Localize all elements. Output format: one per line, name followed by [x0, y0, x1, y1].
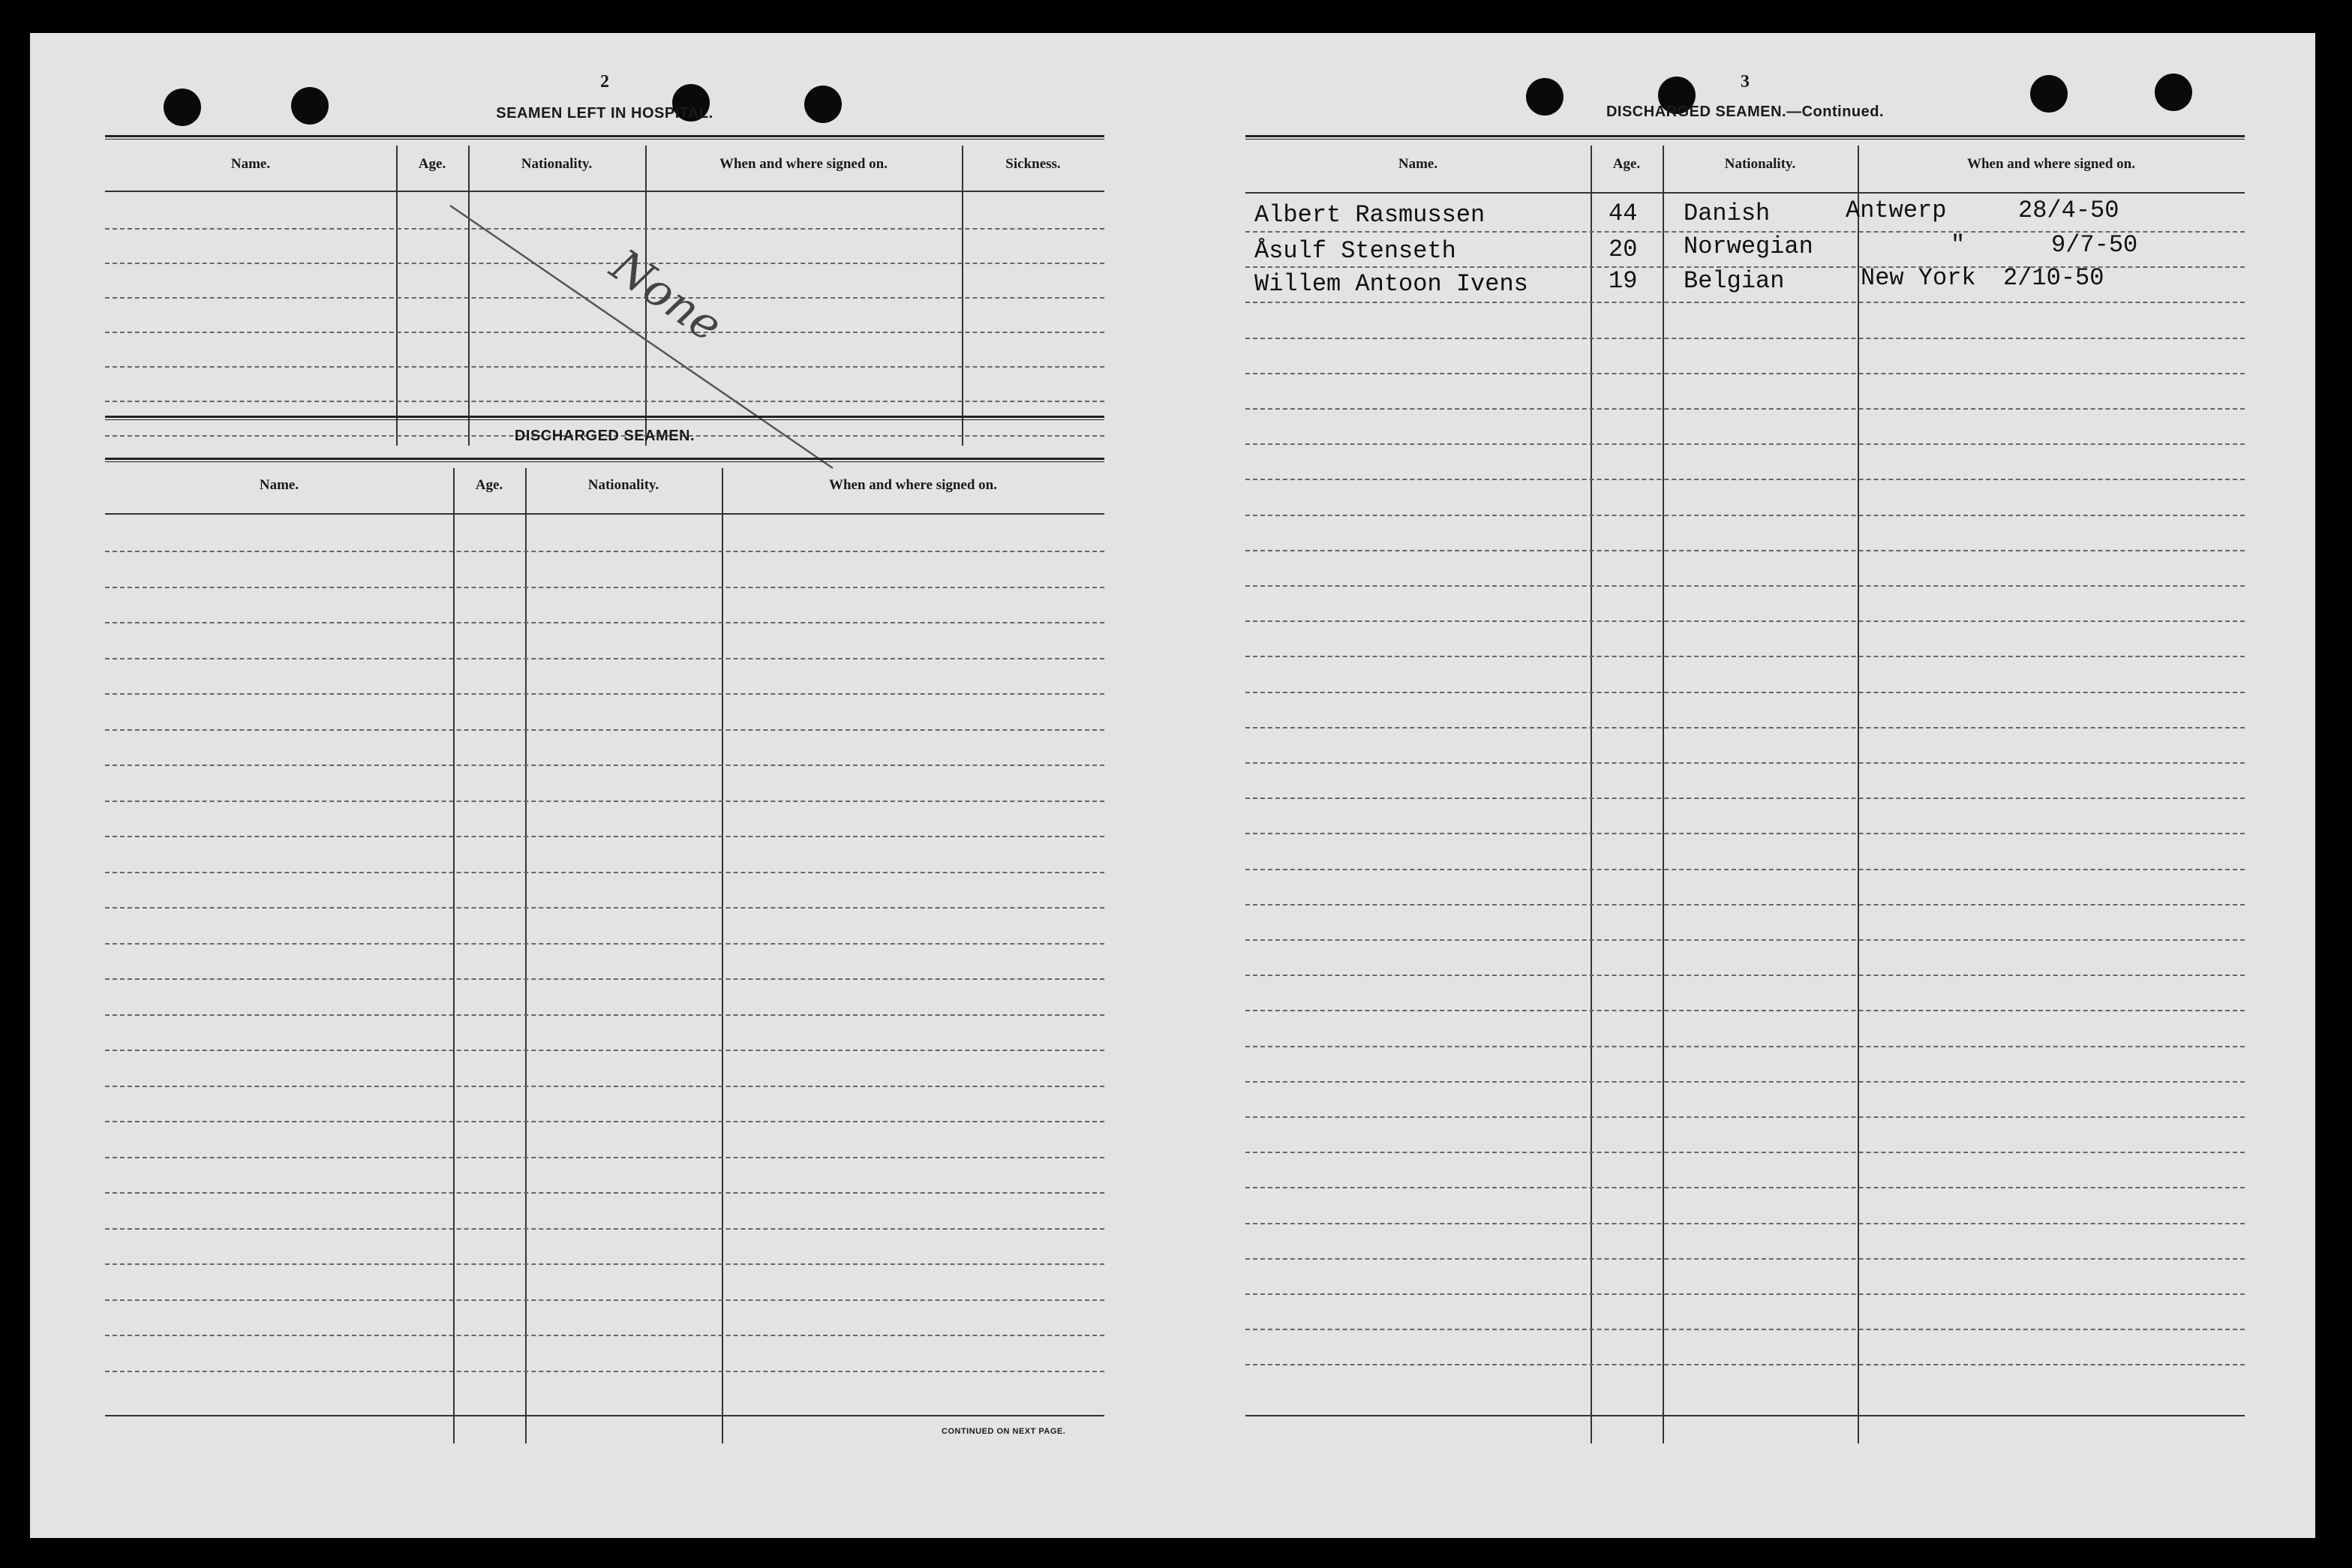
- table-row: [1245, 1152, 2245, 1153]
- col-head-name: Name.: [230, 156, 271, 172]
- table-row: [1245, 939, 2245, 941]
- table-row: [105, 693, 1104, 695]
- seaman-name: Åsulf Stenseth: [1254, 237, 1456, 265]
- col-head-signed-on: When and where signed on.: [828, 477, 997, 493]
- table-row: [105, 801, 1104, 802]
- col-head-sickness: Sickness.: [1005, 156, 1061, 172]
- table-row: [105, 551, 1104, 552]
- discharged-continued-title: DISCHARGED SEAMEN.—Continued.: [1606, 104, 1885, 120]
- signed-on-date: 2/10-50: [2003, 264, 2104, 292]
- table-row: [105, 622, 1104, 623]
- col-head-age: Age.: [1612, 156, 1641, 172]
- signed-on-place: Antwerp: [1846, 197, 1947, 224]
- col-head-name: Name.: [1398, 156, 1438, 172]
- rule: [105, 513, 1104, 515]
- seaman-age: 20: [1609, 236, 1638, 263]
- discharged-section-title: DISCHARGED SEAMEN.: [514, 428, 695, 444]
- handwritten-none-text: None: [601, 239, 731, 353]
- table-row: [105, 1263, 1104, 1265]
- table-row: [105, 1299, 1104, 1301]
- page-number: 3: [1741, 72, 1750, 92]
- table-row: [1245, 1010, 2245, 1011]
- table-row: [1245, 515, 2245, 516]
- table-row: [105, 1157, 1104, 1158]
- table-row: [1245, 1329, 2245, 1330]
- table-row: [1245, 1293, 2245, 1295]
- seaman-age: 44: [1609, 200, 1638, 227]
- table-row: [105, 978, 1104, 980]
- column-divider: [1858, 146, 1859, 1443]
- table-row: [105, 1228, 1104, 1230]
- col-head-name: Name.: [259, 477, 299, 493]
- seaman-nationality: Danish: [1684, 200, 1771, 227]
- column-divider: [453, 468, 455, 1443]
- document-sheet: [30, 33, 2315, 1538]
- rule: [1245, 135, 2245, 140]
- left-page: [105, 33, 1104, 1503]
- table-row: [1245, 1081, 2245, 1083]
- table-row: [1245, 373, 2245, 374]
- signed-on-place: ": [1951, 231, 1966, 259]
- rule: [105, 1415, 1104, 1416]
- seaman-age: 19: [1609, 267, 1638, 295]
- table-row: [105, 836, 1104, 837]
- table-row: [105, 907, 1104, 909]
- table-row: [1245, 408, 2245, 410]
- rule: [1245, 1415, 2245, 1416]
- table-row: [1245, 975, 2245, 976]
- page-number: 2: [600, 72, 609, 92]
- col-head-nationality: Nationality.: [587, 477, 659, 493]
- table-row: [1245, 1258, 2245, 1260]
- rule: [105, 458, 1104, 462]
- column-divider: [1663, 146, 1664, 1443]
- signed-on-date: 28/4-50: [2018, 197, 2119, 224]
- right-page: [1245, 33, 2245, 1503]
- table-row: [105, 658, 1104, 659]
- signed-on-place: New York: [1861, 264, 1976, 292]
- table-row: [1245, 338, 2245, 339]
- col-head-age: Age.: [475, 477, 503, 493]
- table-row: [1245, 656, 2245, 657]
- column-divider: [525, 468, 527, 1443]
- table-row: [105, 1121, 1104, 1122]
- rule: [105, 416, 1104, 420]
- column-divider: [722, 468, 723, 1443]
- table-row: [1245, 1223, 2245, 1224]
- table-row: [105, 872, 1104, 873]
- table-row: [105, 943, 1104, 945]
- table-row: [105, 1192, 1104, 1194]
- table-row: [105, 587, 1104, 588]
- col-head-signed-on: When and where signed on.: [719, 156, 888, 172]
- table-row: [1245, 833, 2245, 834]
- seaman-name: Albert Rasmussen: [1254, 201, 1485, 229]
- table-row: [1245, 1116, 2245, 1118]
- table-row: [1245, 904, 2245, 906]
- table-row: [1245, 727, 2245, 728]
- table-row: [1245, 302, 2245, 303]
- rule: [105, 135, 1104, 140]
- table-row: [1245, 1364, 2245, 1365]
- table-row: [1245, 479, 2245, 480]
- seaman-nationality: Belgian: [1684, 267, 1785, 295]
- table-row: [1245, 585, 2245, 587]
- table-row: [1245, 620, 2245, 622]
- table-row: [1245, 692, 2245, 693]
- table-row: [105, 764, 1104, 766]
- table-row: [105, 1050, 1104, 1051]
- table-row: [105, 1014, 1104, 1016]
- seaman-name: Willem Antoon Ivens: [1254, 270, 1528, 298]
- table-row: [105, 1371, 1104, 1372]
- table-row: [1245, 443, 2245, 445]
- table-row: [1245, 1046, 2245, 1047]
- table-row: [1245, 798, 2245, 799]
- col-head-nationality: Nationality.: [521, 156, 593, 172]
- continued-note: CONTINUED ON NEXT PAGE.: [942, 1427, 1066, 1436]
- table-row: [105, 1086, 1104, 1087]
- col-head-age: Age.: [418, 156, 446, 172]
- signed-on-date: 9/7-50: [2051, 231, 2138, 259]
- column-divider: [1591, 146, 1592, 1443]
- table-row: [105, 1335, 1104, 1336]
- rule: [1245, 192, 2245, 194]
- seaman-nationality: Norwegian: [1684, 233, 1813, 260]
- col-head-signed-on: When and where signed on.: [1966, 156, 2135, 172]
- table-row: [105, 729, 1104, 731]
- table-row: [1245, 1187, 2245, 1188]
- table-row: [1245, 869, 2245, 870]
- table-row: [1245, 550, 2245, 551]
- table-row: [1245, 762, 2245, 764]
- hospital-section-title: SEAMEN LEFT IN HOSPITAL.: [496, 105, 713, 122]
- col-head-nationality: Nationality.: [1724, 156, 1796, 172]
